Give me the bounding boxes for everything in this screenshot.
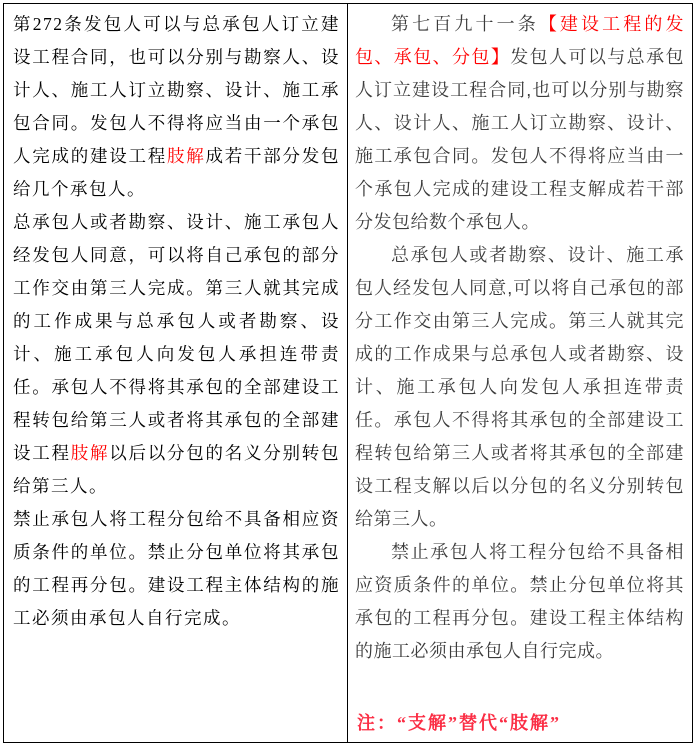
body-text: 第272条发包人可以与总承包人订立建设工程合同，也可以分别与勘察人、设计人、施工人订立勘察、设计、施工承包合同。发包人不得将应当由一个承包人完成的建设工程 xyxy=(13,14,340,166)
highlighted-text: 【建设工程的发包、承包、分包】 xyxy=(355,14,685,67)
body-text: 成若干部分发包给几个承包人。 xyxy=(13,146,340,199)
body-text: 禁止承包人将工程分包给不具备相应资质条件的单位。禁止分包单位将其承包的工程再分包。建设工程主体结构的施工必须由承包人自行完成。 xyxy=(355,542,684,661)
body-text: 以后以分包的名义分别转包给第三人。 xyxy=(13,443,340,496)
body-text: 第七百九十一条 xyxy=(391,14,539,34)
body-text: 总承包人或者勘察、设计、施工承包人经发包人同意，可以将自己承包的部分工作交由第三人完成。第三人就其完成的工作成果与总承包人或者勘察、设计、施工承包人向发包人承担连带责任。承包人不得将其承包的全部建设工程转包给第三人或者将其承包的全部建设工程 xyxy=(13,212,340,463)
paragraph xyxy=(355,8,684,239)
highlighted-text: 肢解 xyxy=(70,443,110,463)
paragraph xyxy=(13,8,340,206)
old-law-column-article-272 xyxy=(4,4,348,742)
paragraph xyxy=(355,536,684,668)
paragraph xyxy=(13,206,340,503)
paragraph xyxy=(13,503,340,635)
body-text: 发包人可以与总承包人订立建设工程合同,也可以分别与勘察人、设计人、施工人订立勘察、设计、施工承包合同。发包人不得将应当由一个承包人完成的建设工程支解成若干部分发包给数个承包人。 xyxy=(355,47,684,232)
highlighted-text: 肢解 xyxy=(167,146,206,166)
editor-note: 注：“支解”替代“肢解” xyxy=(357,713,561,733)
body-text: 总承包人或者勘察、设计、施工承包人经发包人同意,可以将自己承包的部分工作交由第三人完成。第三人就其完成的工作成果与总承包人或者勘察、设计、施工承包人向发包人承担连带责任。承包人不得将其承包的全部建设工程转包给第三人或者将其承包的全部建设工程支解以后以分包的名义分别转包给第三人。 xyxy=(355,245,684,529)
new-law-column-article-791 xyxy=(348,4,692,742)
law-comparison-table xyxy=(3,3,693,743)
body-text: 禁止承包人将工程分包给不具备相应资质条件的单位。禁止分包单位将其承包的工程再分包。建设工程主体结构的施工必须由承包人自行完成。 xyxy=(13,509,340,628)
paragraph xyxy=(355,239,684,536)
